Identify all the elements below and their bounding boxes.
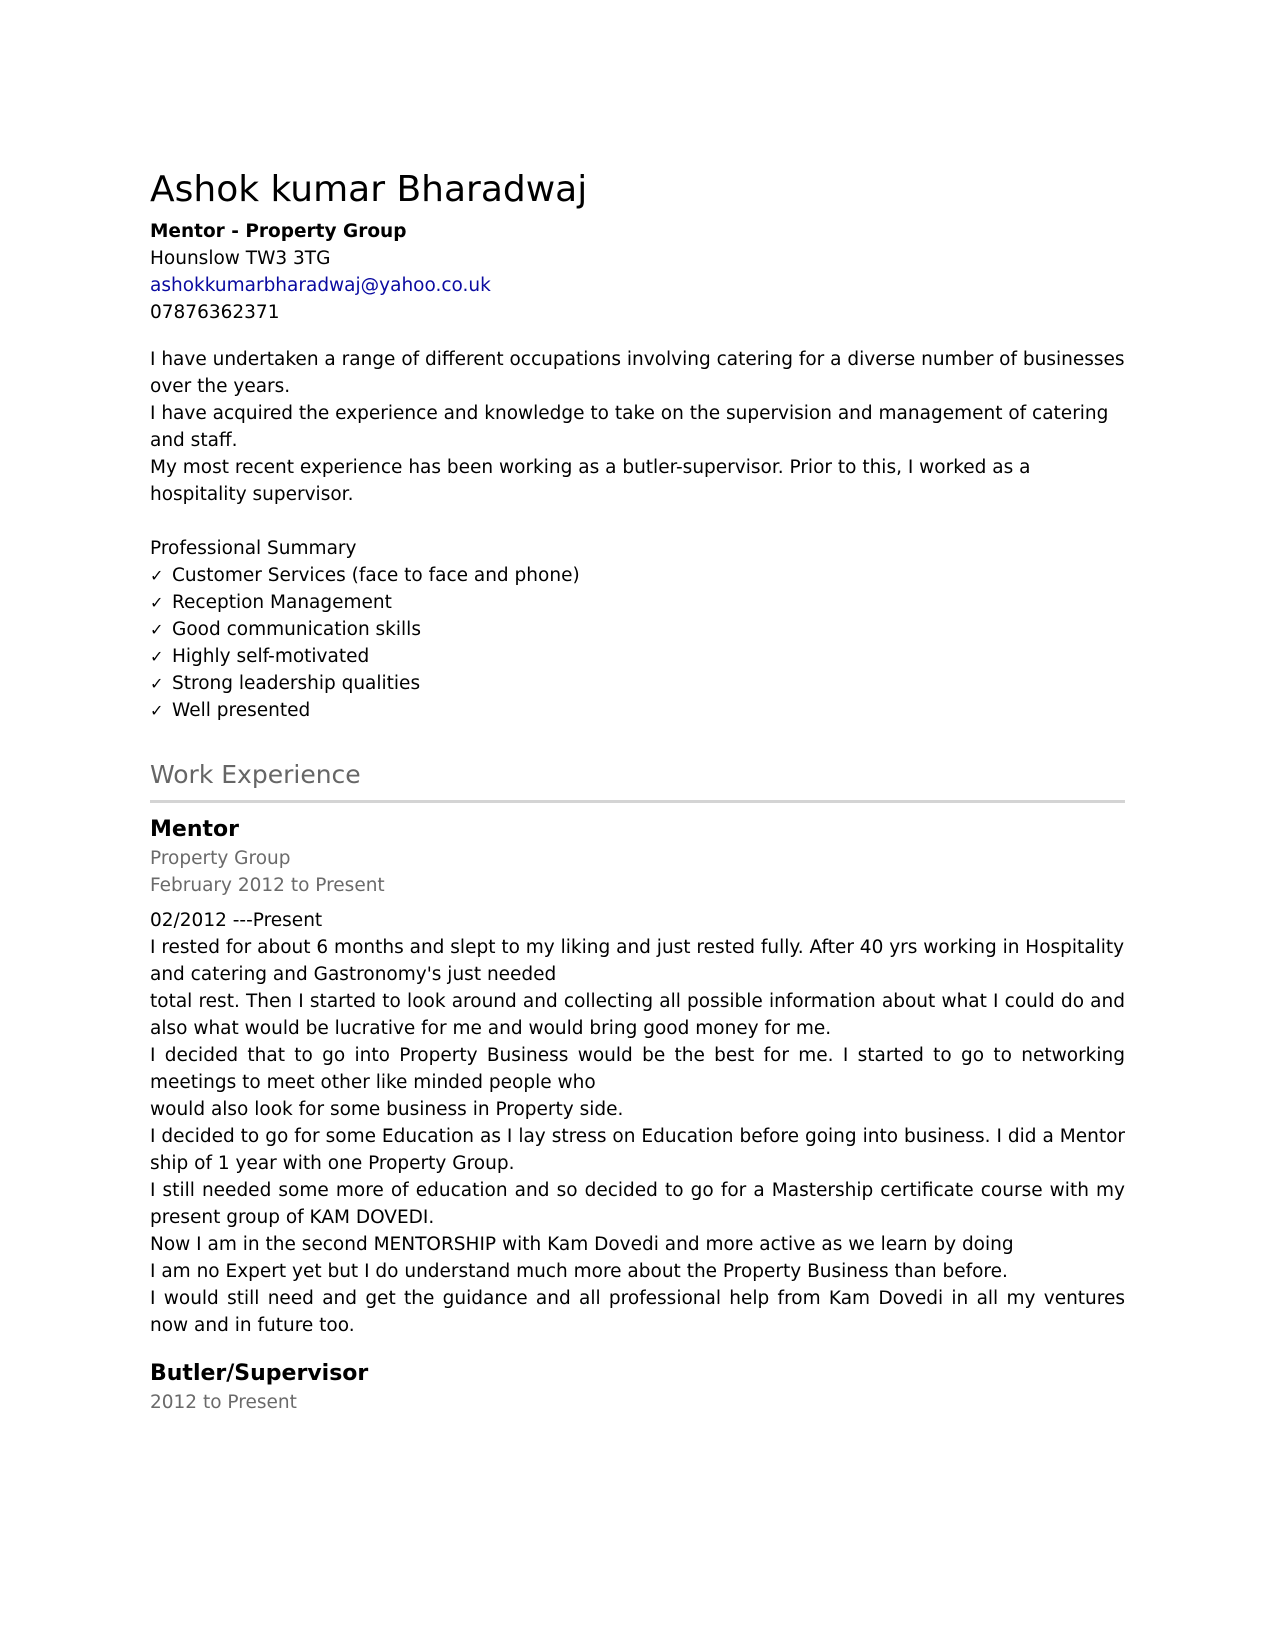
headline: Mentor - Property Group <box>150 221 407 242</box>
summary-item: ✓ Customer Services (face to face and phone) <box>150 562 1125 589</box>
check-icon: ✓ <box>150 674 164 693</box>
description-line: I decided that to go into Property Business would be the best for me. I started to go to networking meetings to meet other like minded people who <box>150 1045 1125 1093</box>
summary-item: ✓ Reception Management <box>150 589 1125 616</box>
summary-item: ✓ Good communication skills <box>150 616 1125 643</box>
job-entry <box>150 815 1125 1339</box>
location: Hounslow TW3 3TG <box>150 248 331 269</box>
description-line: I still needed some more of education and so decided to go for a Mastership certificate course with my present group of KAM DOVEDI. <box>150 1180 1125 1228</box>
description-line: I decided to go for some Education as I lay stress on Education before going into business. I did a Mentor ship of 1 year with one Property Group. <box>150 1126 1125 1174</box>
description-line: I would still need and get the guidance and all professional help from Kam Dovedi in all my ventures now and in future too. <box>150 1288 1125 1336</box>
job-dates: February 2012 to Present <box>150 875 385 896</box>
job-description <box>150 907 1125 1339</box>
summary-item: ✓ Strong leadership qualities <box>150 670 1125 697</box>
check-icon: ✓ <box>150 647 164 666</box>
summary <box>150 346 1125 724</box>
description-line: Now I am in the second MENTORSHIP with Kam Dovedi and more active as we learn by doing <box>150 1234 1014 1255</box>
job-dates: 2012 to Present <box>150 1392 297 1413</box>
summary-paragraph: I have acquired the experience and knowledge to take on the supervision and management of catering and staff. <box>150 403 1109 451</box>
description-line: total rest. Then I started to look around and collecting all possible information about what I could do and also what would be lucrative for me and would bring good money for me. <box>150 991 1125 1039</box>
candidate-name: Ashok kumar Bharadwaj <box>150 169 588 210</box>
description-line: I am no Expert yet but I do understand much more about the Property Business than before. <box>150 1261 1008 1282</box>
description-line: 02/2012 ---Present <box>150 910 323 931</box>
check-icon: ✓ <box>150 593 164 612</box>
summary-item: ✓ Highly self-motivated <box>150 643 1125 670</box>
check-icon: ✓ <box>150 701 164 720</box>
job-title: Mentor <box>150 817 239 842</box>
job-company: Property Group <box>150 848 291 869</box>
description-line: would also look for some business in Property side. <box>150 1099 624 1120</box>
resume-page <box>150 168 1125 1416</box>
summary-paragraph: My most recent experience has been working as a butler-supervisor. Prior to this, I worked as a hospitality supervisor. <box>150 457 1031 505</box>
email-link[interactable]: ashokkumarbharadwaj@yahoo.co.uk <box>150 275 491 296</box>
work-experience-heading: Work Experience <box>150 758 1125 803</box>
job-entry <box>150 1359 1125 1416</box>
phone: 07876362371 <box>150 302 280 323</box>
summary-item: ✓ Well presented <box>150 697 1125 724</box>
description-line: I rested for about 6 months and slept to my liking and just rested fully. After 40 yrs working in Hospitality and catering and Gastronomy's just needed <box>150 937 1125 985</box>
professional-summary-title: Professional Summary <box>150 538 357 559</box>
job-title: Butler/Supervisor <box>150 1361 369 1386</box>
summary-paragraph: I have undertaken a range of different occupations involving catering for a diverse number of businesses over the years. <box>150 349 1125 397</box>
check-icon: ✓ <box>150 566 164 585</box>
check-icon: ✓ <box>150 620 164 639</box>
